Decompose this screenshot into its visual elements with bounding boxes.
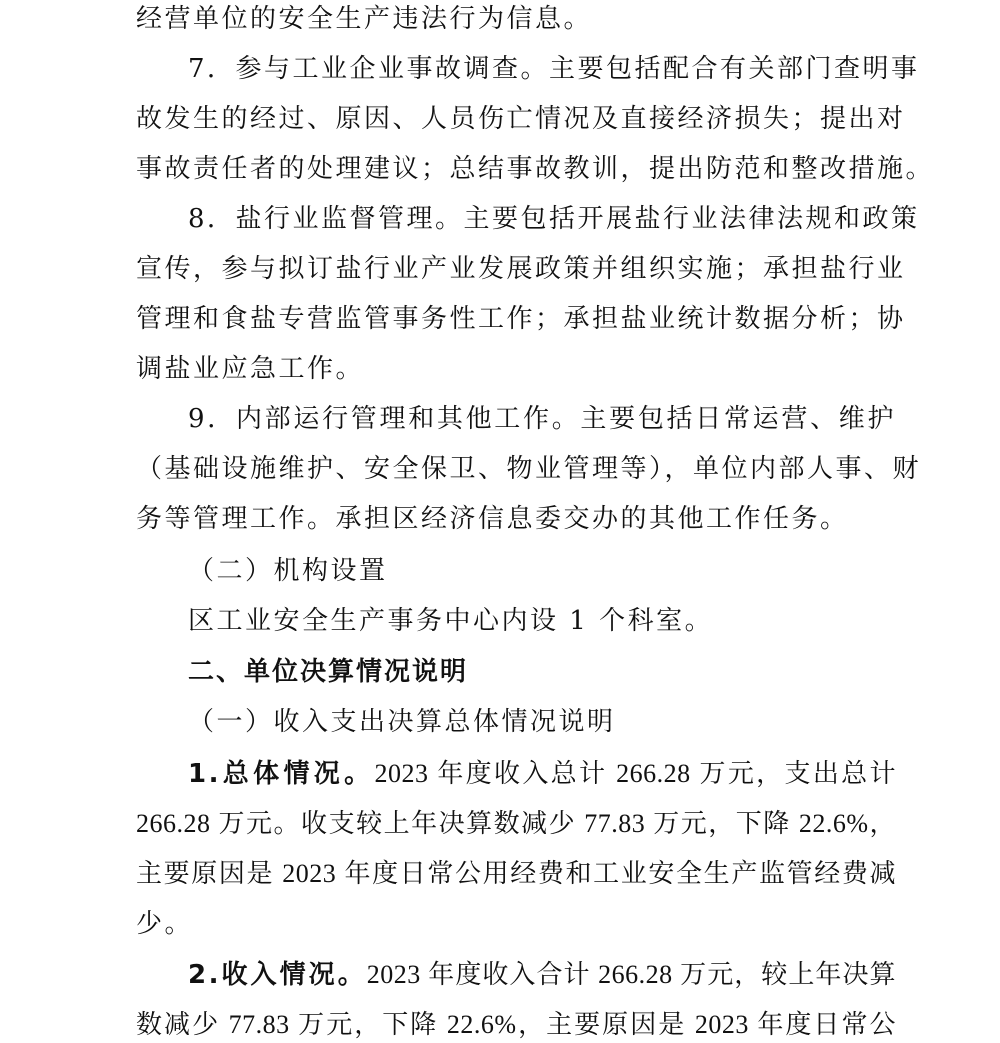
income-label: 2.收入情况。 <box>188 960 367 990</box>
income-line-1 <box>188 958 896 992</box>
income-line-2: 数减少 77.83 万元，下降 22.6%，主要原因是 2023 年度日常公 <box>136 1010 896 1039</box>
item-8-line-2: 宣传，参与拟订盐行业产业发展政策并组织实施；承担盐行业 <box>136 254 906 284</box>
item-8-line-3: 管理和食盐专营监管事务性工作；承担盐业统计数据分析；协 <box>136 304 906 334</box>
section-heading-org: （二）机构设置 <box>188 556 388 586</box>
item-7-line-3: 事故责任者的处理建议；总结事故教训，提出防范和整改措施。 <box>136 154 935 184</box>
section-heading-final-accounts: 二、单位决算情况说明 <box>188 657 469 687</box>
overall-label: 1.总体情况。 <box>188 759 375 789</box>
item-8-line-1: 8．盐行业监督管理。主要包括开展盐行业法律法规和政策 <box>188 204 920 234</box>
overall-text: 2023 年度收入总计 266.28 万元，支出总计 <box>374 759 896 788</box>
paragraph-line: 经营单位的安全生产违法行为信息。 <box>136 4 593 34</box>
item-7-line-1: 7．参与工业企业事故调查。主要包括配合有关部门查明事 <box>188 54 920 84</box>
item-9-line-2: （基础设施维护、安全保卫、物业管理等），单位内部人事、财 <box>136 454 922 484</box>
income-text: 2023 年度收入合计 266.28 万元，较上年决算 <box>366 960 896 989</box>
subsection-heading-overview: （一）收入支出决算总体情况说明 <box>188 707 616 737</box>
overall-line-1 <box>188 757 896 791</box>
overall-line-2: 266.28 万元。收支较上年决算数减少 77.83 万元，下降 22.6%， <box>136 809 896 838</box>
overall-line-4: 少。 <box>136 909 194 939</box>
item-9-line-3: 务等管理工作。承担区经济信息委交办的其他工作任务。 <box>136 504 849 534</box>
item-7-line-2: 故发生的经过、原因、人员伤亡情况及直接经济损失；提出对 <box>136 104 906 134</box>
item-9-line-1: 9．内部运行管理和其他工作。主要包括日常运营、维护 <box>188 404 896 434</box>
item-8-line-4: 调盐业应急工作。 <box>136 354 365 384</box>
overall-line-3: 主要原因是 2023 年度日常公用经费和工业安全生产监管经费减 <box>136 859 896 888</box>
org-paragraph: 区工业安全生产事务中心内设 1 个科室。 <box>188 606 714 636</box>
